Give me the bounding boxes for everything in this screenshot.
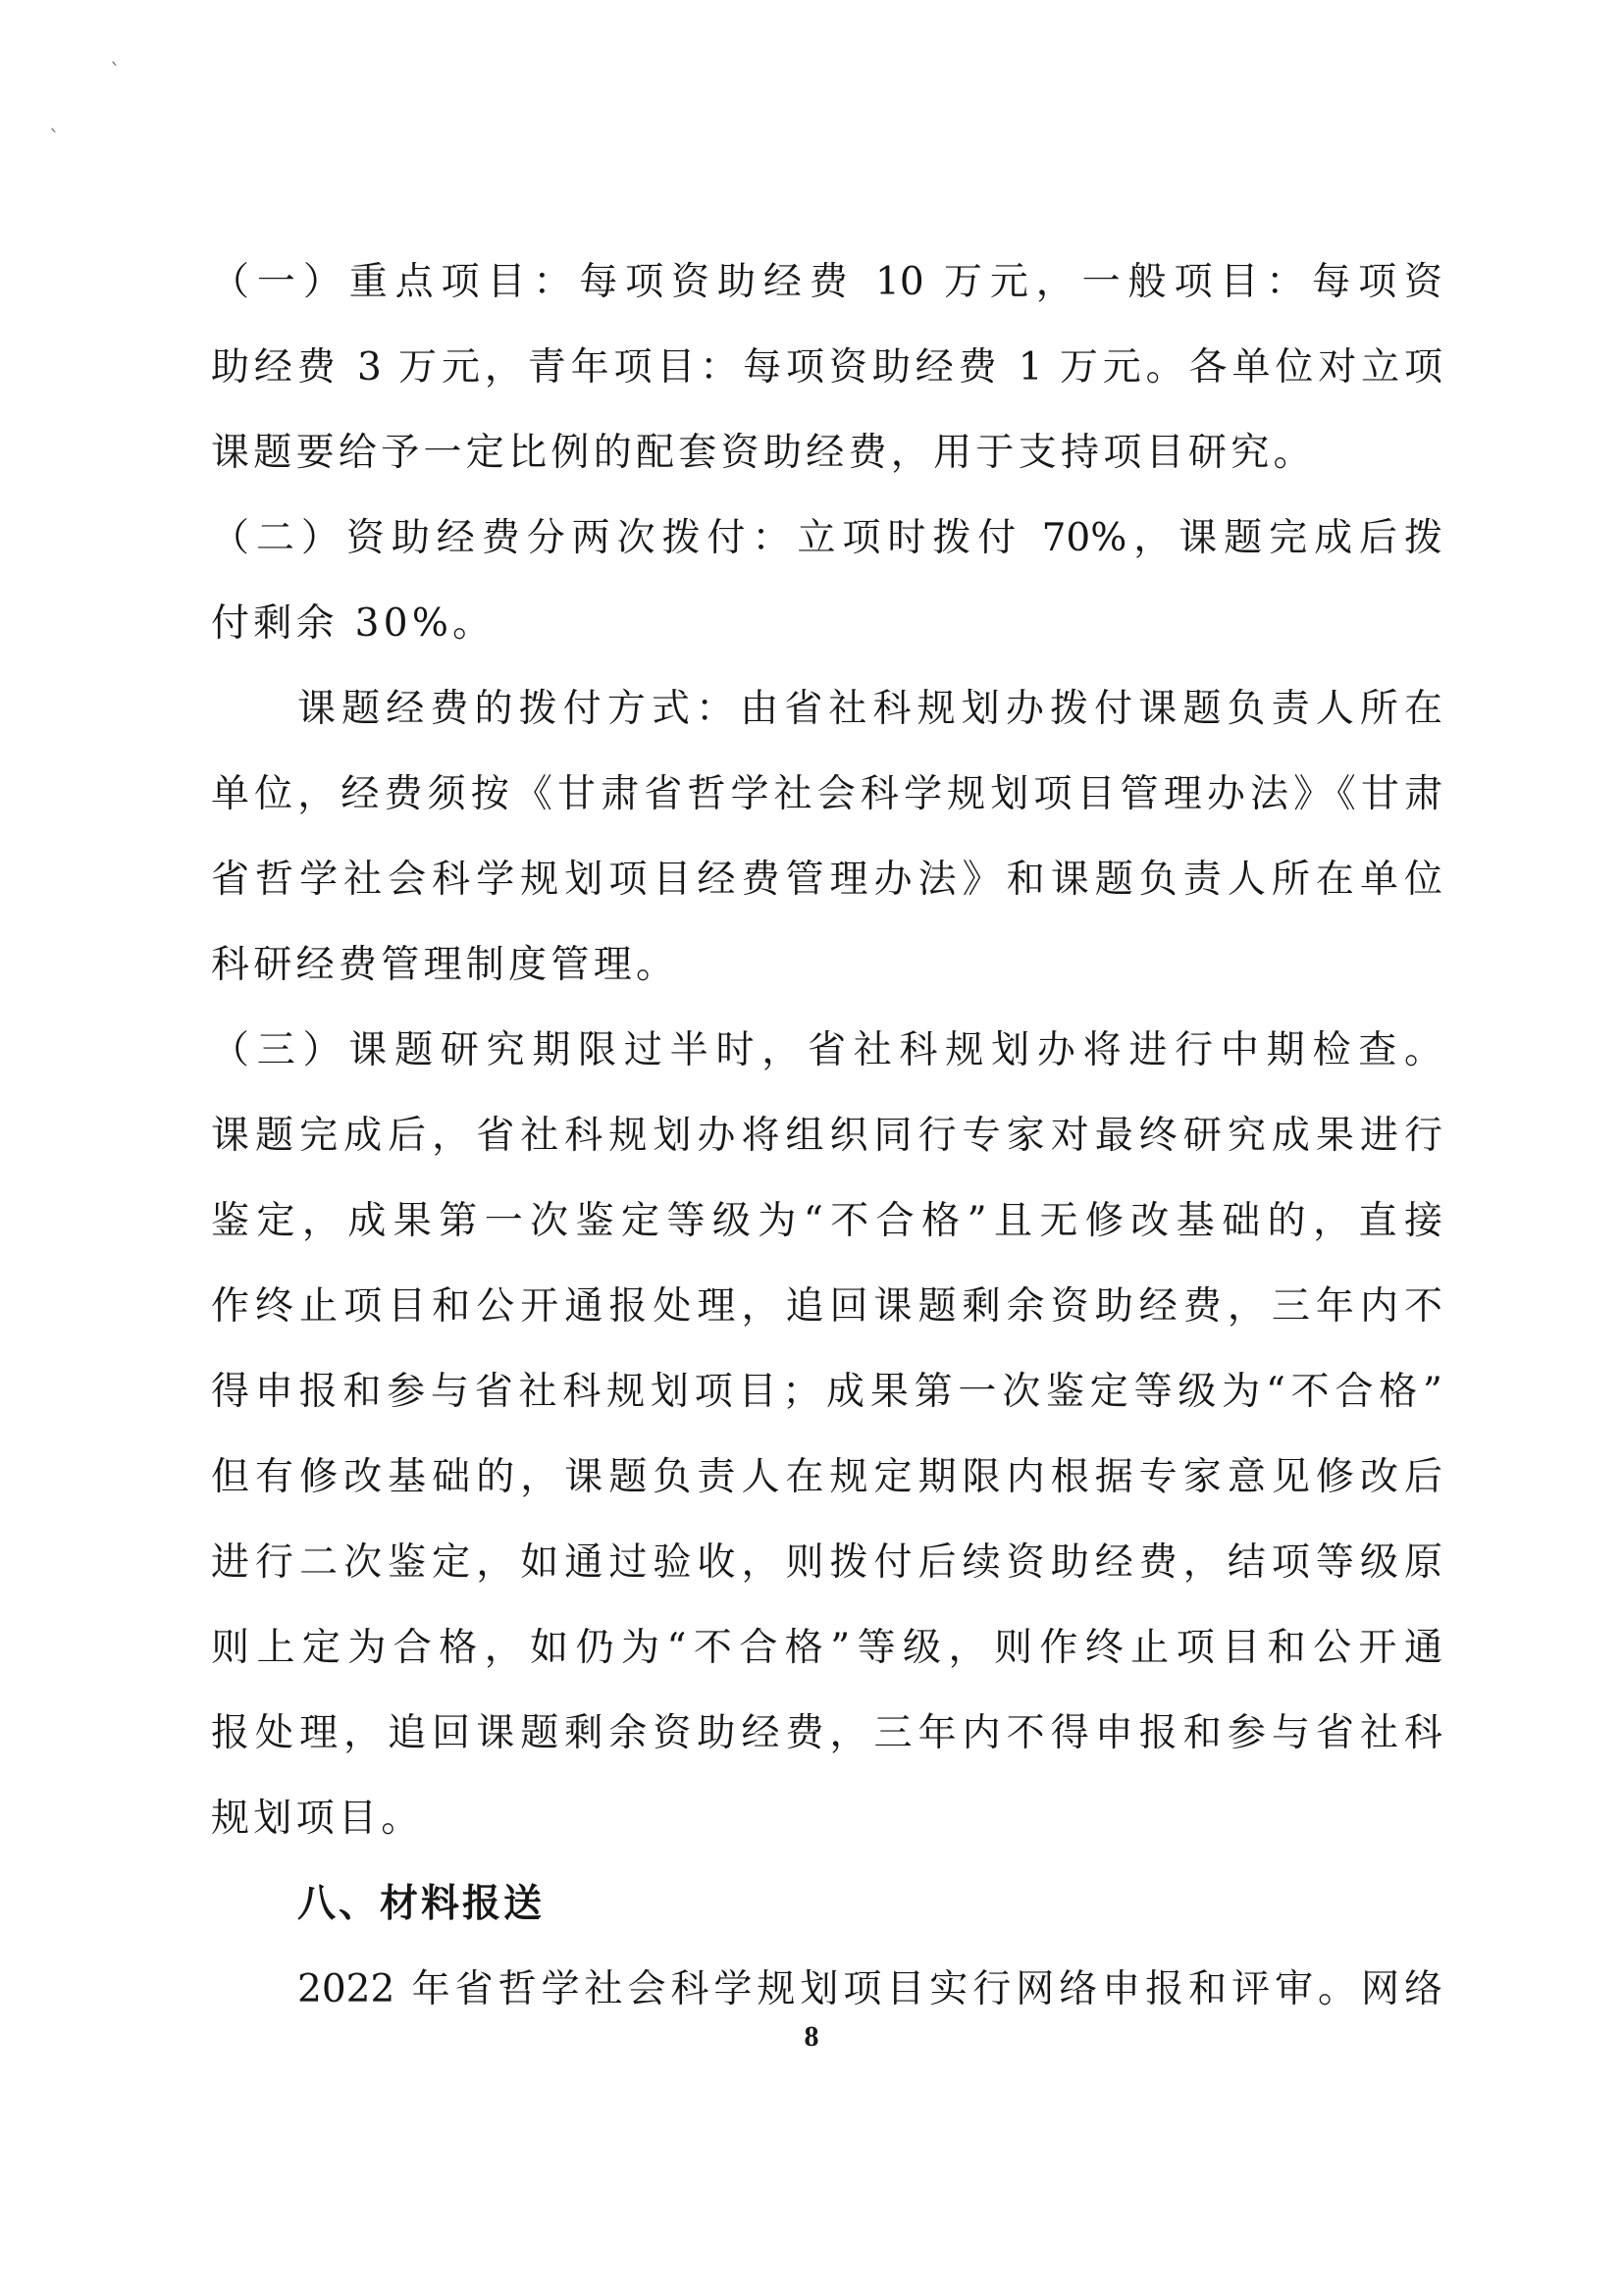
paragraph-line: （一）重点项目：每项资助经费 10 万元，一般项目：每项资 — [211, 260, 1442, 304]
paragraph-line: 规划项目。 — [211, 1797, 424, 1841]
scan-speck: ` — [49, 128, 60, 152]
paragraph-line: 2022 年省哲学社会科学规划项目实行网络申报和评审。网络 — [297, 1967, 1442, 2011]
paragraph-line: （二）资助经费分两次拨付：立项时拨付 70%，课题完成后拨 — [211, 516, 1442, 560]
paragraph-line: 单位，经费须按《甘肃省哲学社会科学规划项目管理办法》《甘肃 — [211, 772, 1442, 816]
page-number: 8 — [804, 2020, 819, 2053]
paragraph-line: （三）课题研究期限过半时，省社科规划办将进行中期检查。 — [211, 1028, 1442, 1072]
paragraph-line: 作终止项目和公开通报处理，追回课题剩余资助经费，三年内不 — [211, 1284, 1442, 1329]
paragraph-line: 科研经费管理制度管理。 — [211, 943, 679, 987]
paragraph-line: 鉴定，成果第一次鉴定等级为“不合格”且无修改基础的，直接 — [211, 1199, 1442, 1243]
paragraph-line: 付剩余 30%。 — [211, 601, 496, 646]
document-body — [211, 239, 1442, 2032]
scan-speck: ` — [110, 61, 121, 85]
paragraph-line: 但有修改基础的，课题负责人在规定期限内根据专家意见修改后 — [211, 1455, 1442, 1499]
paragraph-line: 则上定为合格，如仍为“不合格”等级，则作终止项目和公开通 — [211, 1626, 1442, 1670]
section-heading: 八、材料报送 — [297, 1882, 546, 1926]
paragraph-line: 课题完成后，省社科规划办将组织同行专家对最终研究成果进行 — [211, 1114, 1442, 1158]
paragraph-line: 课题要给予一定比例的配套资助经费，用于支持项目研究。 — [211, 431, 1316, 475]
paragraph-line: 课题经费的拨付方式：由省社科规划办拨付课题负责人所在 — [297, 687, 1442, 731]
paragraph-line: 报处理，追回课题剩余资助经费，三年内不得申报和参与省社科 — [211, 1711, 1442, 1755]
paragraph-line: 进行二次鉴定，如通过验收，则拨付后续资助经费，结项等级原 — [211, 1540, 1442, 1585]
paragraph-line: 助经费 3 万元，青年项目：每项资助经费 1 万元。各单位对立项 — [211, 345, 1442, 390]
paragraph-line: 省哲学社会科学规划项目经费管理办法》和课题负责人所在单位 — [211, 858, 1442, 902]
paragraph-line: 得申报和参与省社科规划项目；成果第一次鉴定等级为“不合格” — [211, 1370, 1442, 1414]
